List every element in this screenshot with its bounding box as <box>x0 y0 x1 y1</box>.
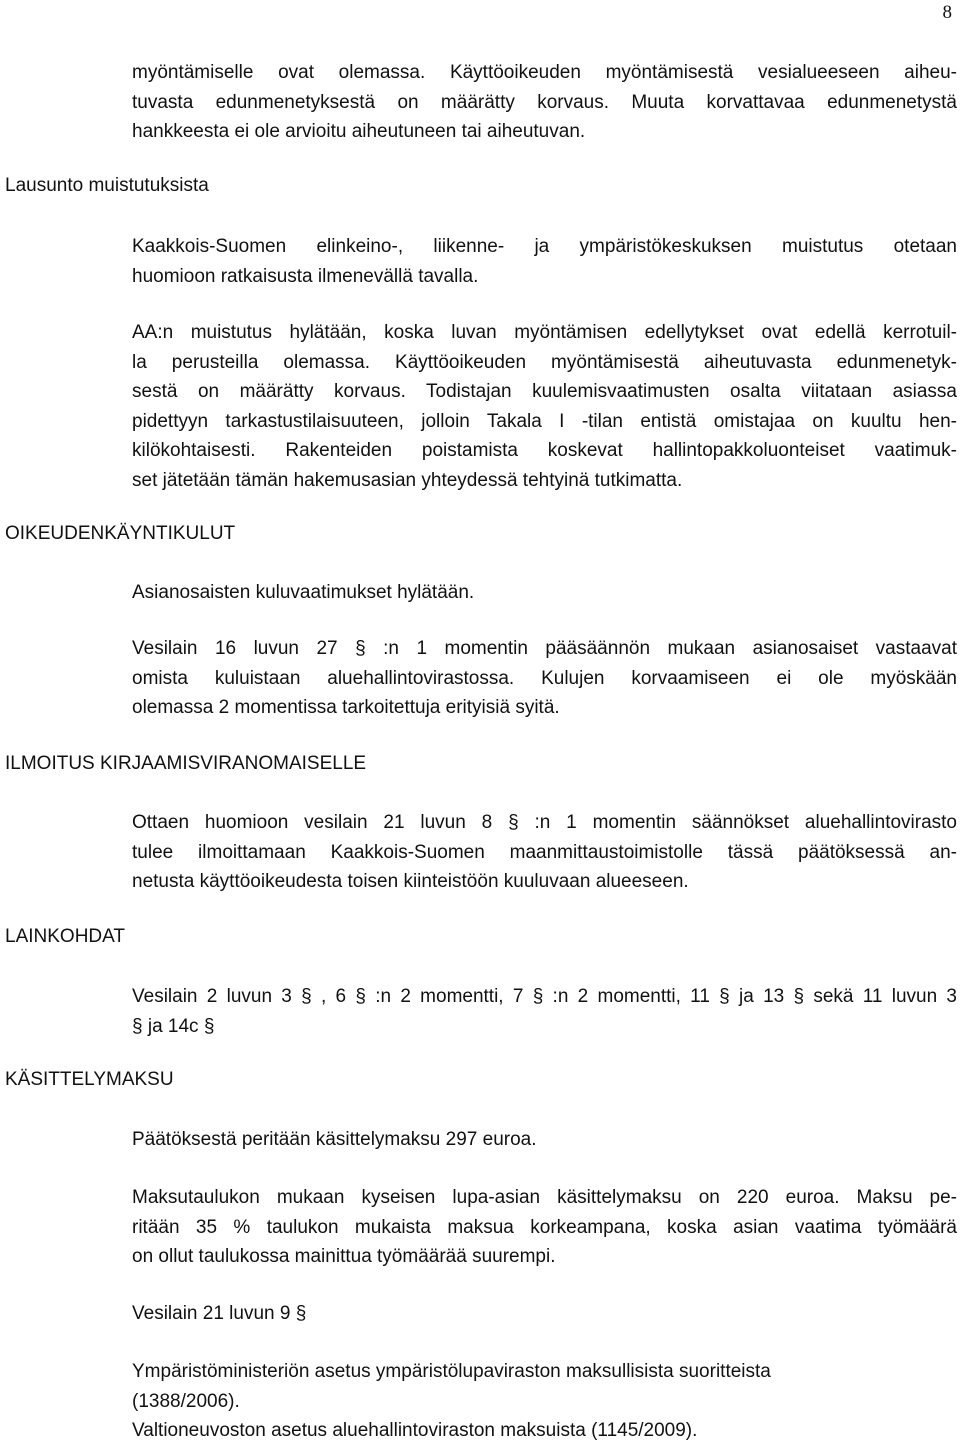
text-line: myöntämiselle ovat olemassa. Käyttöoikeuden myöntämisestä vesialueeseen aiheu- <box>132 62 957 83</box>
paragraph-maksu-summa <box>132 1125 957 1155</box>
text-line: Vesilain 21 luvun 9 § <box>132 1303 307 1324</box>
heading-ilmoitus-kirjaamisviranomaiselle: ILMOITUS KIRJAAMISVIRANOMAISELLE <box>5 753 367 774</box>
text-line: tuvasta edunmenetyksestä on määrätty korvaus. Muuta korvattavaa edunmenetystä <box>132 91 957 113</box>
paragraph-aa-muistutus <box>132 318 957 496</box>
text-line: Ympäristöministeriön asetus ympäristölupaviraston maksullisista suoritteista <box>132 1361 771 1382</box>
paragraph-lainkohdat <box>132 982 957 1041</box>
text-line: olemassa 2 momentissa tarkoitettuja erityisiä syitä. <box>132 697 560 719</box>
text-line: Vesilain 16 luvun 27 § :n 1 momentin pääsäännön mukaan asianosaiset vastaavat <box>132 638 957 659</box>
text-line: kilökohtaisesti. Rakenteiden poistamista koskevat hallintopakkoluonteiset vaatimuk- <box>132 440 957 462</box>
paragraph-compensation-note <box>132 58 957 147</box>
paragraph-vesilaki-maksu <box>132 1299 957 1329</box>
text-line: huomioon ratkaisusta ilmenevällä tavalla. <box>132 265 479 287</box>
text-line: Ottaen huomioon vesilain 21 luvun 8 § :n 1 momentin säännökset aluehallintovirasto <box>132 812 957 833</box>
text-line: la perusteilla olemassa. Käyttöoikeuden myöntämisestä aiheutuvasta edunmenetyk- <box>132 351 957 373</box>
text-line: netusta käyttöoikeudesta toisen kiinteistöön kuuluvaan alueeseen. <box>132 871 689 893</box>
paragraph-asetukset <box>132 1357 957 1446</box>
heading-lausunto-muistutuksista: Lausunto muistutuksista <box>5 175 209 196</box>
text-line: § ja 14c § <box>132 1015 215 1037</box>
text-line: Päätöksestä peritään käsittelymaksu 297 euroa. <box>132 1129 537 1150</box>
heading-kasittelymaksu: KÄSITTELYMAKSU <box>5 1069 174 1090</box>
text-line: hankkeesta ei ole arvioitu aiheutuneen tai aiheutuvan. <box>132 121 586 143</box>
paragraph-maksutaulukko <box>132 1183 957 1272</box>
text-line: Vesilain 2 luvun 3 § , 6 § :n 2 momentti, 7 § :n 2 momentti, 11 § ja 13 § sekä 11 luvun 3 <box>132 986 957 1007</box>
text-line: sestä on määrätty korvaus. Todistajan kuulemisvaatimusten osalta viitataan asiassa <box>132 381 957 403</box>
paragraph-vesilaki-kulut <box>132 634 957 723</box>
text-line: Maksutaulukon mukaan kyseisen lupa-asian käsittelymaksu on 220 euroa. Maksu pe- <box>132 1187 957 1208</box>
text-line: omista kuluistaan aluehallintovirastossa. Kulujen korvaamiseen ei ole myöskään <box>132 667 957 689</box>
text-line: Valtioneuvoston asetus aluehallintoviraston maksuista (1145/2009). <box>132 1420 698 1442</box>
page-number: 8 <box>942 2 952 23</box>
text-line: Asianosaisten kuluvaatimukset hylätään. <box>132 582 475 603</box>
text-line: tulee ilmoittamaan Kaakkois-Suomen maanmittaustoimistolle tässä päätöksessä an- <box>132 841 957 863</box>
paragraph-ely-muistutus <box>132 232 957 291</box>
text-line: (1388/2006). <box>132 1390 240 1412</box>
text-line: Kaakkois-Suomen elinkeino-, liikenne- ja ympäristökeskuksen muistutus otetaan <box>132 236 957 257</box>
text-line: AA:n muistutus hylätään, koska luvan myöntämisen edellytykset ovat edellä kerrotuil- <box>132 322 957 343</box>
heading-oikeudenkayntikulut: OIKEUDENKÄYNTIKULUT <box>5 523 236 544</box>
paragraph-kuluvaatimukset <box>132 578 957 608</box>
heading-lainkohdat: LAINKOHDAT <box>5 926 126 947</box>
paragraph-ilmoitus <box>132 808 957 897</box>
text-line: on ollut taulukossa mainittua työmäärää suurempi. <box>132 1246 556 1268</box>
text-line: ritään 35 % taulukon mukaista maksua korkeampana, koska asian vaatima työmäärä <box>132 1216 957 1238</box>
text-line: set jätetään tämän hakemusasian yhteydessä tehtyinä tutkimatta. <box>132 469 683 491</box>
text-line: pidettyyn tarkastustilaisuuteen, jolloin Takala I -tilan entistä omistajaa on kuultu hen- <box>132 410 957 432</box>
